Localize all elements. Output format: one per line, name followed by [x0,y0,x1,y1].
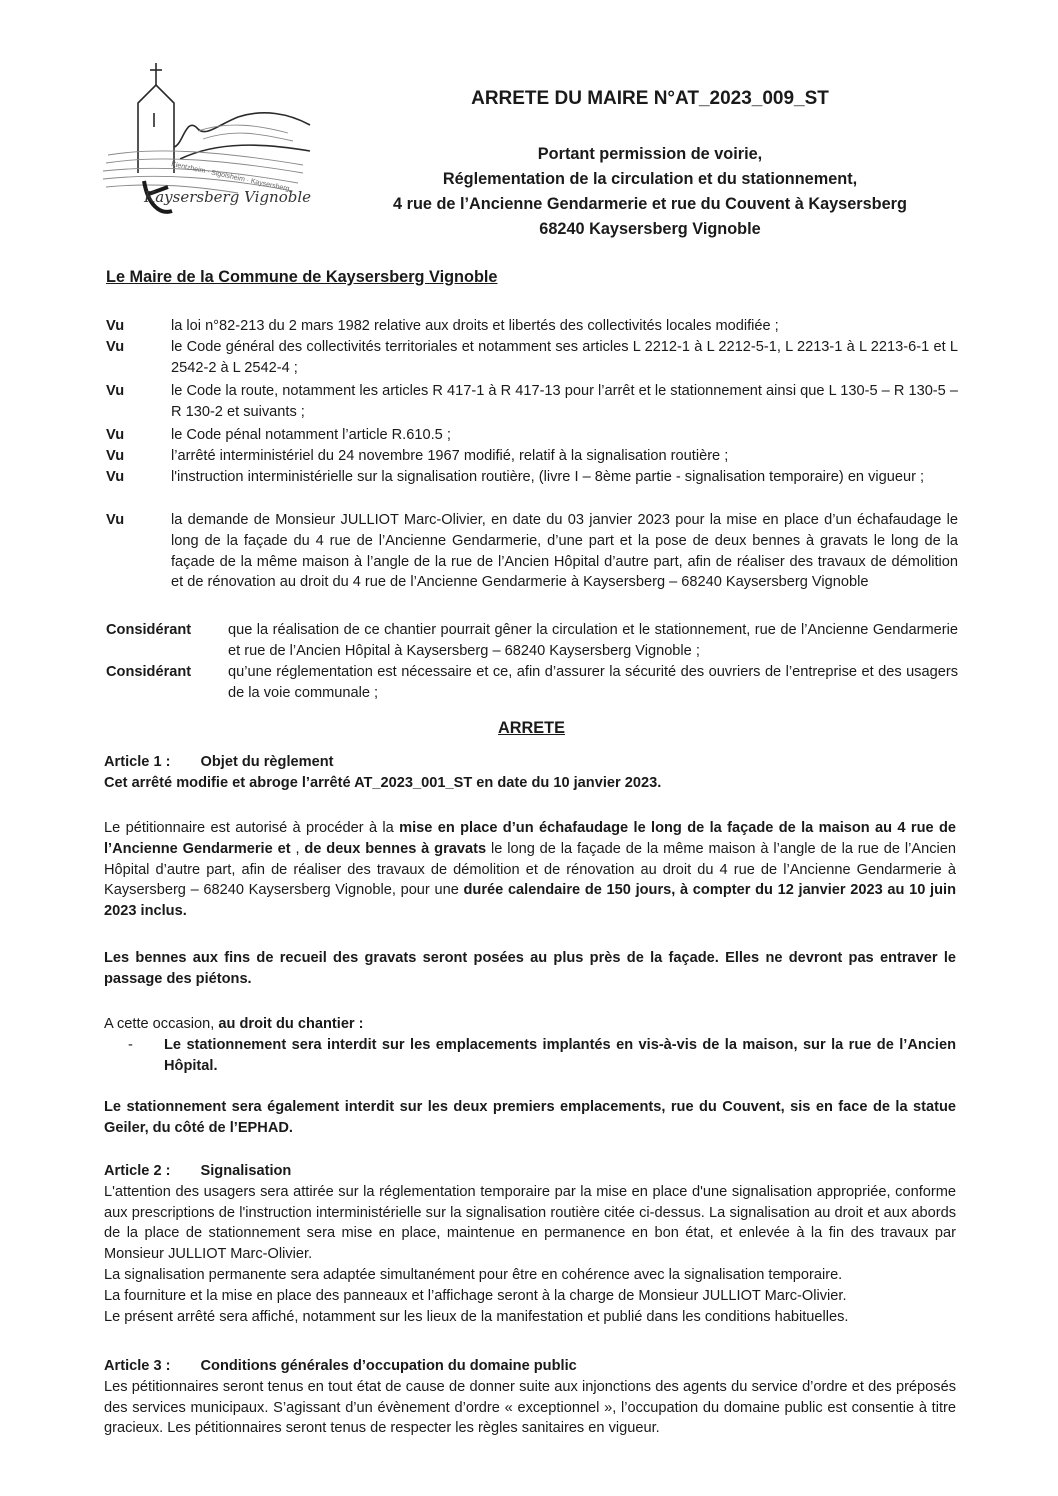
considerant-text: qu’une réglementation est nécessaire et ce, afin d’assurer la sécurité des ouvriers de l’entreprise et des usagers de la voie communale ; [228,664,958,701]
vu-item [106,381,958,423]
text-run: Le pétitionnaire est autorisé à procéder à la [104,820,400,836]
arrete-heading [0,719,1058,738]
text-run-bold: mise en place d’un échafaudage le long de la façade de la maison au 4 rue de l’Ancienne Gendarmerie et [104,820,956,857]
considerant-item [106,662,958,704]
subtitle-line: 68240 Kaysersberg Vignoble [539,220,761,238]
considerant-label: Considérant [106,622,192,638]
article-1-lead: Cet arrêté modifie et abroge l’arrêté AT_2023_001_ST en date du 10 janvier 2023. [104,774,662,791]
municipality-logo [88,55,318,225]
considerant-label: Considérant [106,664,192,680]
text-run-bold: durée calendaire de 150 jours, à compter du 12 janvier 2023 au 10 juin 2023 inclus. [104,882,956,920]
article-2-paragraph: La fourniture et la mise en place des panneaux et l’affichage seront à la charge de Monsieur JULLIOT Marc-Olivier. [104,1287,847,1304]
article-title: Objet du règlement [200,754,334,770]
article-1-bullet [128,1035,956,1077]
vu-label: Vu [106,383,125,399]
vu-label: Vu [106,448,125,464]
vu-item [106,446,958,467]
article-1-skips-paragraph: Les bennes aux fins de recueil des gravats seront posées au plus près de la façade. Elles ne devront pas entraver le passage des piétons. [104,950,956,987]
article-label: Article 1 : [104,754,171,770]
vu-label: Vu [106,318,125,334]
article-3-paragraph: Les pétitionnaires seront tenus en tout état de cause de donner suite aux injonctions des agents du service d’ordre et des préposés des services municipaux. S’agissant d’un évènement d’ordre « exceptionnel », l’occupation du domaine public est consentie à titre gracieux. Les pétitionnaires seront tenus de respecter les règles sanitaires en vigueur. [104,1378,956,1437]
subtitle-line: 4 rue de l’Ancienne Gendarmerie et rue du Couvent à Kaysersberg [393,195,907,213]
article-1-heading [104,752,956,773]
logo-wordmark: Kaysersberg Vignoble [144,188,312,206]
vu-label: Vu [106,427,125,443]
vu-text: la loi n°82-213 du 2 mars 1982 relative aux droits et libertés des collectivités locales modifiée ; [171,318,779,334]
vu-text: le Code la route, notamment les articles R 417-1 à R 417-13 pour l’arrêt et le stationnement ainsi que L 130-5 – R 130-5 – R 130-2 et suivants ; [171,383,958,420]
vu-text: le Code général des collectivités territoriales et notamment ses articles L 2212-1 à L 2212-5-1, L 2213-1 à L 2213-6-1 et L 2542-2 à L 2542-4 ; [171,339,958,376]
arrete-heading-text: ARRETE [498,719,565,737]
subtitle-line: Réglementation de la circulation et du stationnement, [442,170,858,188]
vu-item [106,510,958,593]
vu-text: la demande de Monsieur JULLIOT Marc-Olivier, en date du 03 janvier 2023 pour la mise en place d’un échafaudage le long de la façade du 4 rue de l’Ancienne Gendarmerie, d’une part et la pose de deux bennes à gravats le long de la façade de la même maison à l’angle de la rue de l’Ancien Hôpital d’autre part, afin de réaliser des travaux de démolition et de rénovation au droit du 4 rue de l’Ancienne Gendarmerie à Kaysersberg – 68240 Kaysersberg Vignoble [171,512,958,591]
decree-title: ARRETE DU MAIRE N°AT_2023_009_ST [471,88,829,109]
article-title: Signalisation [200,1163,292,1179]
vu-item [106,425,958,446]
article-1-occasion [104,1014,956,1035]
article-1-paragraph [104,818,956,922]
article-1-parking-paragraph: Le stationnement sera également interdit sur les deux premiers emplacements, rue du Couvent, sis en face de la statue Geiler, du côté de l’EPHAD. [104,1099,956,1136]
vu-label: Vu [106,512,125,528]
article-3 [104,1356,956,1439]
subtitle-line: Portant permission de voirie, [537,145,763,163]
article-2 [104,1161,956,1327]
text-run-bold: au droit du chantier : [218,1016,364,1032]
text-run: , [290,840,305,857]
mayor-heading: Le Maire de la Commune de Kaysersberg Vignoble [106,268,498,286]
vu-text: le Code pénal notamment l’article R.610.5 ; [171,427,451,443]
considerant-text: que la réalisation de ce chantier pourrait gêner la circulation et le stationnement, rue de l’Ancienne Gendarmerie et rue de l’Ancien Hôpital à Kaysersberg – 68240 Kaysersberg Vignoble ; [228,622,958,659]
vu-item [106,337,958,379]
text-run: le long de la façade de la même maison à l’angle de la rue de l’Ancien Hôpital d’autre part, afin de réaliser des travaux de démolition et de rénovation au droit du 4 rue de l’Ancienne Gendarmerie à Kaysersberg – 68240 Kaysersberg Vignoble, pour une [104,840,956,899]
vu-item [106,316,958,337]
text-run: A cette occasion, [104,1016,219,1032]
vu-label: Vu [106,339,125,355]
vu-text: l’arrêté interministériel du 24 novembre 1967 modifié, relatif à la signalisation routière ; [171,448,729,464]
article-title: Conditions générales d’occupation du domaine public [200,1358,577,1374]
article-3-heading [104,1356,956,1377]
vu-text: l'instruction interministérielle sur la signalisation routière, (livre I – 8ème partie - signalisation temporaire) en vigueur ; [171,469,925,485]
vu-label: Vu [106,469,125,485]
article-2-paragraph: L'attention des usagers sera attirée sur la réglementation temporaire par la mise en place d'une signalisation appropriée, conforme aux prescriptions de l'instruction interministérielle sur la signalisation routière citée ci-dessus. La signalisation au droit et aux abords de la place de stationnement sera mise en place, maintenue en permanence en bon état, et enlevée à la fin des travaux par Monsieur JULLIOT Marc-Olivier. [104,1183,956,1263]
article-1 [104,752,956,794]
article-label: Article 3 : [104,1358,171,1374]
logo-tagline: Kientzheim · Sigolsheim · Kaysersberg [170,161,290,193]
article-2-paragraph: La signalisation permanente sera adaptée simultanément pour être en cohérence avec la signalisation temporaire. [104,1266,843,1283]
article-label: Article 2 : [104,1163,171,1179]
vu-item [106,467,958,488]
considerant-item [106,620,958,662]
decree-subtitle [345,142,955,242]
article-2-heading [104,1161,956,1182]
text-run-bold: de deux bennes à gravats [304,840,487,857]
bullet-text: Le stationnement sera interdit sur les emplacements implantés en vis-à-vis de la maison, sur la rue de l’Ancien Hôpital. [164,1037,956,1074]
bullet-dash: - [128,1037,133,1053]
article-2-paragraph: Le présent arrêté sera affiché, notamment sur les lieux de la manifestation et publié dans les conditions habituelles. [104,1308,849,1325]
